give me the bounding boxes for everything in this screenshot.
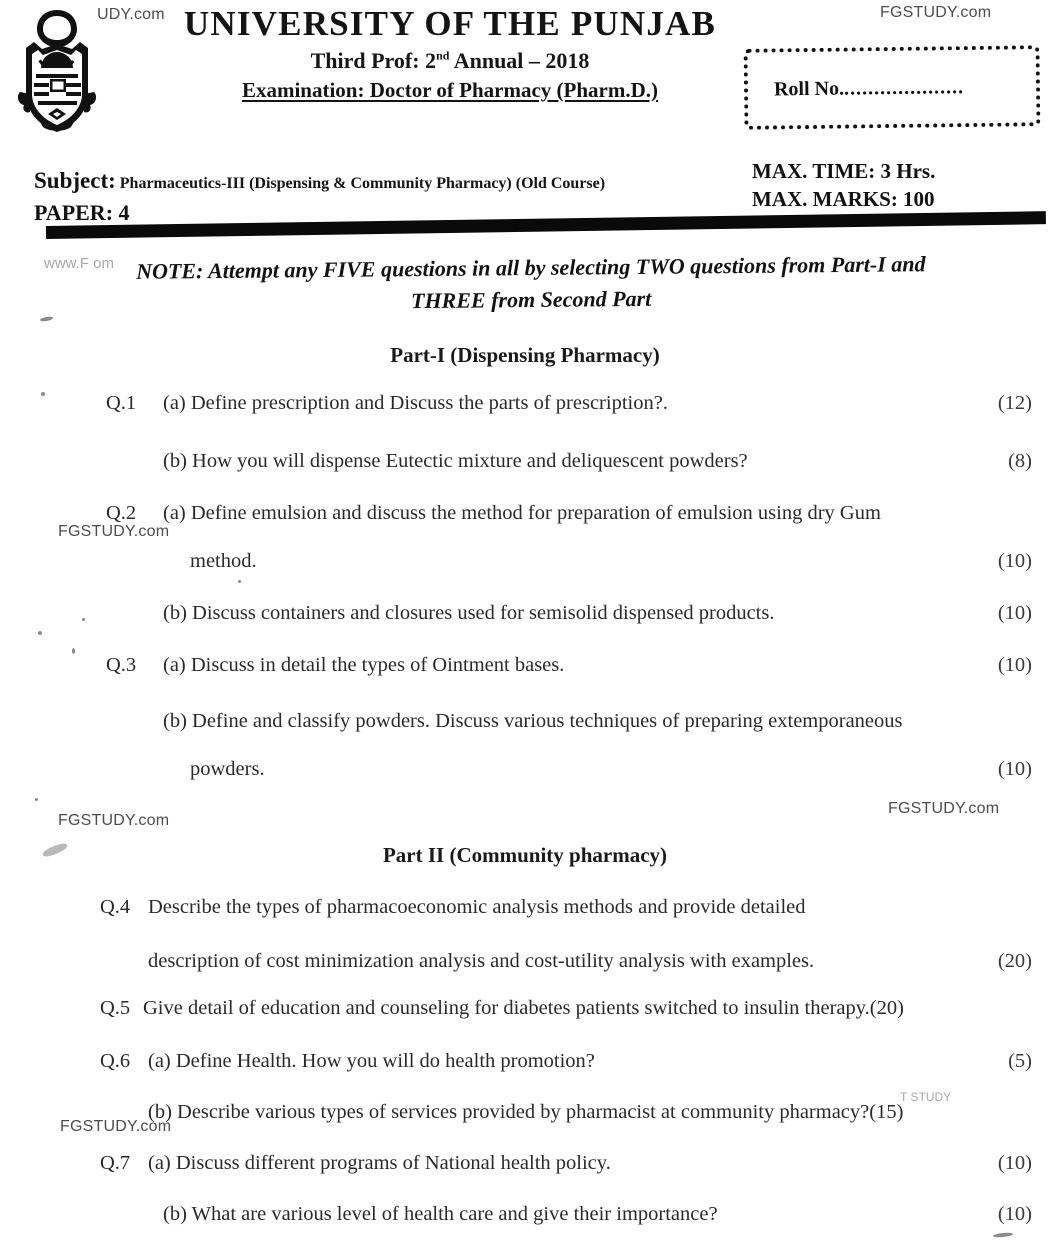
question-q4-text-cont: description of cost minimization analysis and cost-utility analysis with examples. — [148, 950, 815, 972]
subject-row — [34, 168, 754, 194]
watermark-note-faint: www.F om — [44, 255, 115, 272]
watermark-bottom-left: FGSTUDY.com — [60, 1118, 172, 1135]
question-q6a-marks: (5) — [1008, 1050, 1032, 1072]
scan-speck — [72, 648, 75, 654]
watermark-mid-right: FGSTUDY.com — [888, 800, 1000, 817]
question-number-q6: Q.6 — [100, 1050, 131, 1072]
exam-note-line-2: THREE from Second Part — [410, 285, 652, 314]
part-1-heading: Part-I (Dispensing Pharmacy) — [390, 343, 660, 367]
question-q2b-text: (b) Discuss containers and closures used for semisolid dispensed products. — [163, 602, 775, 624]
roll-number-dots: .................... — [843, 76, 965, 100]
question-q3b-text-cont: powders. — [190, 758, 265, 780]
exam-session-ordinal: nd — [436, 48, 450, 63]
question-number-q3: Q.3 — [106, 654, 137, 676]
exam-session-year: Annual – 2018 — [449, 47, 590, 73]
question-q1b-marks: (8) — [1008, 450, 1032, 472]
exam-limits-block — [752, 157, 935, 214]
question-q4-marks: (20) — [997, 950, 1032, 972]
scan-speck — [82, 618, 85, 621]
document-title-block — [150, 6, 750, 103]
scan-speck — [238, 580, 241, 583]
question-q4-text: Describe the types of pharmacoeconomic analysis methods and provide detailed — [148, 896, 806, 918]
exam-session-text: Third Prof: 2 — [310, 47, 437, 73]
watermark-mid-left-part2: FGSTUDY.com — [58, 812, 170, 829]
subject-label: Subject: — [34, 168, 116, 193]
university-crest-icon — [14, 8, 100, 136]
exam-session-line — [150, 48, 750, 74]
question-number-q7: Q.7 — [100, 1152, 131, 1174]
watermark-q6-faint: T STUDY — [900, 1090, 952, 1104]
question-q7b-marks: (10) — [997, 1203, 1032, 1225]
question-q3b-marks: (10) — [997, 758, 1032, 780]
question-q6b-text: (b) Describe various types of services provided by pharmacist at community pharmacy?(15) — [148, 1101, 904, 1123]
question-q5-text: Give detail of education and counseling for diabetes patients switched to insulin therapy.(20) — [143, 997, 904, 1019]
roll-number-text: Roll No. — [773, 77, 845, 101]
question-q7a-marks: (10) — [997, 1152, 1032, 1174]
question-number-q2: Q.2 — [106, 502, 137, 524]
question-q2a-text-cont: method. — [190, 550, 257, 572]
question-q2a-marks: (10) — [997, 550, 1032, 572]
watermark-top-right: FGSTUDY.com — [880, 4, 992, 21]
question-q1a-marks: (12) — [997, 392, 1032, 414]
question-q3a-text: (a) Discuss in detail the types of Ointment bases. — [163, 654, 565, 676]
question-q2a-text: (a) Define emulsion and discuss the method for preparation of emulsion using dry Gum — [163, 502, 881, 524]
university-name: UNIVERSITY OF THE PUNJAB — [183, 4, 717, 43]
question-number-q5: Q.5 — [100, 997, 131, 1019]
watermark-mid-left-q2: FGSTUDY.com — [58, 523, 170, 540]
scan-speck — [993, 1232, 1013, 1238]
examination-name: Examination: Doctor of Pharmacy (Pharm.D.) — [241, 77, 659, 102]
scan-speck — [41, 392, 45, 396]
roll-number-box[interactable] — [744, 45, 1041, 130]
exam-note-text-1: Attempt any FIVE questions in all by selecting TWO questions from Part-I and — [207, 251, 926, 284]
exam-note-label: NOTE: — [136, 258, 204, 284]
scan-speck — [40, 316, 53, 322]
part-2-heading: Part II (Community pharmacy) — [382, 843, 668, 867]
subject-value: Pharmaceutics-III (Dispensing & Community Pharmacy) (Old Course) — [119, 175, 606, 192]
question-q6a-text: (a) Define Health. How you will do health promotion? — [148, 1050, 595, 1072]
question-q1b-text: (b) How you will dispense Eutectic mixture and deliquescent powders? — [163, 450, 748, 472]
header-divider-rule — [46, 211, 1046, 239]
scan-speck — [35, 798, 38, 801]
max-marks: MAX. MARKS: 100 — [752, 187, 935, 212]
paper-number: PAPER: 4 — [34, 200, 130, 225]
question-q7a-text: (a) Discuss different programs of National health policy. — [148, 1152, 611, 1174]
question-q7b-text: (b) What are various level of health care and give their importance? — [163, 1203, 718, 1225]
max-time: MAX. TIME: 3 Hrs. — [752, 159, 936, 183]
roll-number-label — [774, 76, 964, 101]
question-number-q1: Q.1 — [106, 392, 137, 414]
question-q2b-marks: (10) — [997, 602, 1032, 624]
question-q3a-marks: (10) — [997, 654, 1032, 676]
question-q3b-text: (b) Define and classify powders. Discuss various techniques of preparing extemporaneous — [163, 710, 903, 732]
question-number-q4: Q.4 — [100, 896, 131, 918]
scan-speck — [38, 631, 42, 635]
exam-note-block — [56, 247, 1007, 320]
question-q1a-text: (a) Define prescription and Discuss the parts of prescription?. — [163, 392, 668, 414]
watermark-top-left-partial: UDY.com — [97, 6, 165, 23]
